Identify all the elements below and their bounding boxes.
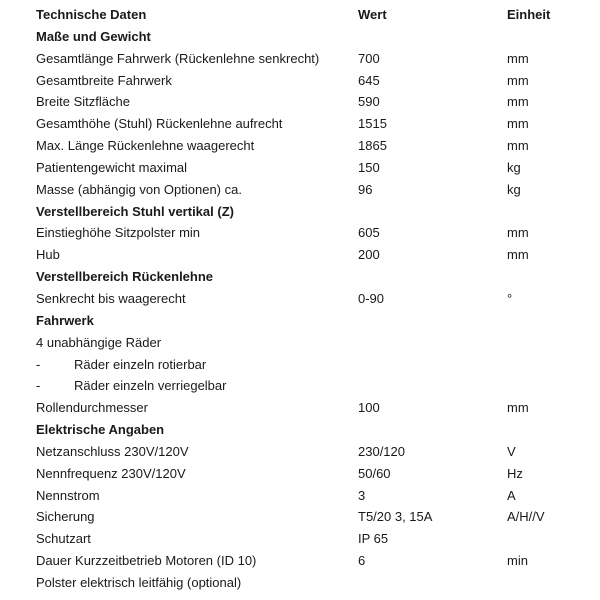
row-unit: min (507, 553, 528, 569)
table-row (0, 354, 600, 376)
row-unit: Hz (507, 465, 523, 481)
row-name: Schutzart (36, 531, 91, 547)
row-value: 96 (358, 181, 373, 197)
row-unit: A (507, 487, 516, 503)
list-dash: - (36, 378, 41, 394)
row-value: 1515 (358, 116, 387, 132)
row-name: Patientengewicht maximal (36, 159, 188, 175)
row-unit: V (507, 443, 516, 459)
row-unit: kg (507, 181, 521, 197)
row-name: Räder einzeln verriegelbar (74, 378, 227, 394)
row-value: T5/20 3, 15A (358, 509, 433, 525)
table-row (0, 244, 600, 266)
row-name: Masse (abhängig von Optionen) ca. (36, 181, 242, 197)
row-unit: mm (507, 94, 529, 110)
row-value: 3 (358, 487, 366, 503)
section-heading-row (0, 201, 600, 223)
row-name: Senkrecht bis waagerecht (36, 290, 186, 306)
table-row (0, 441, 600, 463)
table-row (0, 91, 600, 113)
row-name: Breite Sitzfläche (36, 94, 130, 110)
row-name: Einstieghöhe Sitzpolster min (36, 225, 201, 241)
row-value: 1865 (358, 138, 387, 154)
row-unit: mm (507, 72, 529, 88)
table-row (0, 157, 600, 179)
row-name: Dauer Kurzzeitbetrieb Motoren (ID 10) (36, 553, 257, 569)
table-row (0, 113, 600, 135)
table-body (0, 26, 600, 594)
row-value: IP 65 (358, 531, 389, 547)
section-title: Maße und Gewicht (36, 28, 151, 44)
section-title: Verstellbereich Stuhl vertikal (Z) (36, 203, 234, 219)
row-name: Gesamtlänge Fahrwerk (Rückenlehne senkrecht) (36, 50, 320, 66)
section-heading-row (0, 266, 600, 288)
row-name: Nennfrequenz 230V/120V (36, 465, 186, 481)
row-name: Polster elektrisch leitfähig (optional) (36, 574, 242, 590)
row-name: Gesamthöhe (Stuhl) Rückenlehne aufrecht (36, 116, 283, 132)
section-title: Fahrwerk (36, 312, 94, 328)
row-name: Max. Länge Rückenlehne waagerecht (36, 138, 255, 154)
table-row (0, 135, 600, 157)
row-unit: kg (507, 159, 521, 175)
row-value: 6 (358, 553, 366, 569)
table-row (0, 375, 600, 397)
row-unit: ° (507, 290, 513, 306)
section-heading-row (0, 419, 600, 441)
table-row (0, 70, 600, 92)
row-value: 0-90 (358, 290, 385, 306)
row-name: Räder einzeln rotierbar (74, 356, 207, 372)
row-value: 700 (358, 50, 380, 66)
table-row (0, 222, 600, 244)
row-value: 200 (358, 247, 380, 263)
header-name: Technische Daten (36, 7, 147, 22)
table-row (0, 572, 600, 594)
section-title: Elektrische Angaben (36, 422, 165, 438)
table-row (0, 485, 600, 507)
table-row (0, 550, 600, 572)
row-name: Gesamtbreite Fahrwerk (36, 72, 172, 88)
row-name: Rollendurchmesser (36, 400, 148, 416)
row-value: 150 (358, 159, 380, 175)
table-row (0, 397, 600, 419)
technical-data-table (0, 4, 600, 594)
row-value: 50/60 (358, 465, 391, 481)
table-row (0, 506, 600, 528)
row-unit: mm (507, 247, 529, 263)
row-unit: mm (507, 50, 529, 66)
row-unit: mm (507, 138, 529, 154)
row-name: Netzanschluss 230V/120V (36, 443, 189, 459)
row-unit: mm (507, 400, 529, 416)
row-value: 100 (358, 400, 380, 416)
row-unit: A/H//V (507, 509, 545, 525)
table-row (0, 528, 600, 550)
table-row (0, 179, 600, 201)
table-row (0, 463, 600, 485)
row-value: 645 (358, 72, 380, 88)
row-value: 605 (358, 225, 380, 241)
section-heading-row (0, 310, 600, 332)
section-title: Verstellbereich Rückenlehne (36, 269, 214, 285)
table-row (0, 48, 600, 70)
row-name: Sicherung (36, 509, 95, 525)
row-unit: mm (507, 116, 529, 132)
section-heading-row (0, 26, 600, 48)
row-value: 230/120 (358, 443, 405, 459)
header-unit: Einheit (507, 7, 551, 22)
header-value: Wert (358, 7, 387, 22)
list-dash: - (36, 356, 41, 372)
table-row (0, 288, 600, 310)
row-name: 4 unabhängige Räder (36, 334, 162, 350)
row-value: 590 (358, 94, 380, 110)
row-name: Nennstrom (36, 487, 100, 503)
row-unit: mm (507, 225, 529, 241)
table-row (0, 332, 600, 354)
table-header (0, 4, 600, 26)
row-name: Hub (36, 247, 60, 263)
